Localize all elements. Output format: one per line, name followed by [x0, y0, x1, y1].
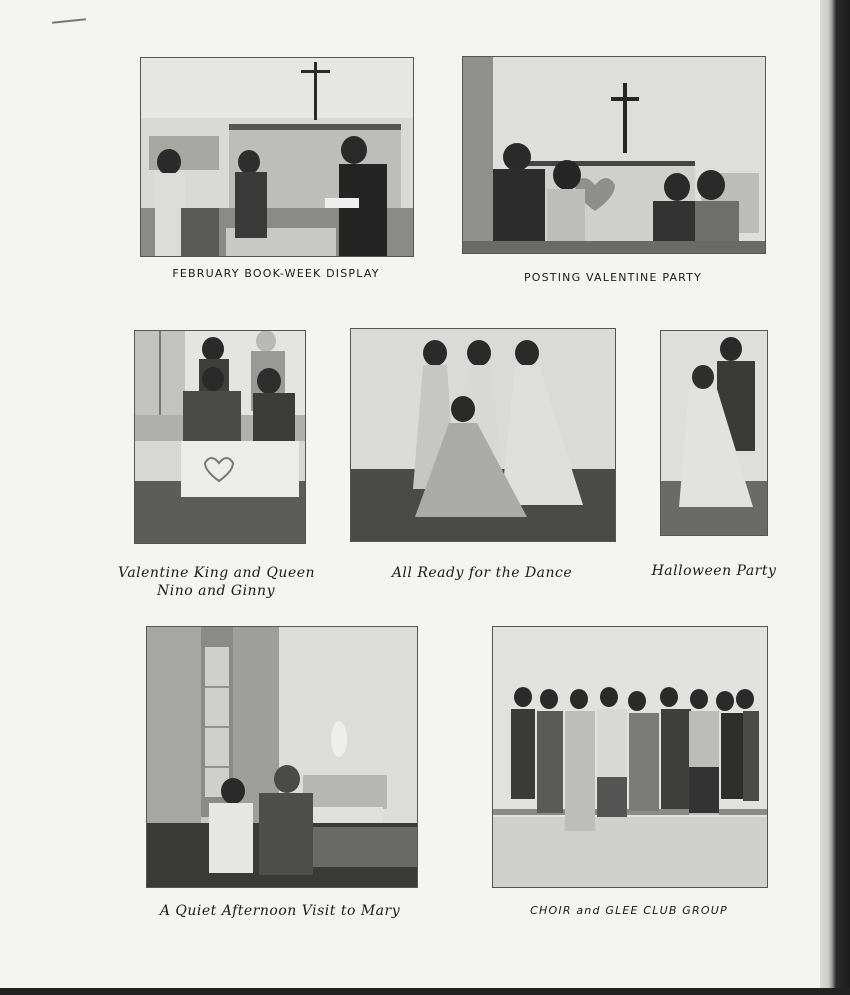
- book-week-caption: FEBRUARY BOOK-WEEK DISPLAY: [172, 267, 380, 280]
- posting-valentine-caption: POSTING VALENTINE PARTY: [523, 271, 703, 284]
- visit-to-mary-caption: A Quiet Afternoon Visit to Mary: [159, 903, 401, 919]
- visit-to-mary-photo: [146, 626, 418, 888]
- caption-line-2: Nino and Ginny: [156, 583, 275, 599]
- book-binding-edge: [820, 0, 850, 995]
- posting-valentine-photo: [462, 56, 766, 254]
- halloween-caption: Halloween Party: [651, 563, 777, 579]
- dance-photo: [350, 328, 616, 542]
- choir-caption: CHOIR and GLEE CLUB GROUP: [530, 904, 728, 917]
- page-bottom-edge: [0, 988, 850, 995]
- halloween-photo: [660, 330, 768, 536]
- book-week-photo: [140, 57, 414, 257]
- pencil-mark: [52, 18, 86, 24]
- caption-line-1: Valentine King and Queen: [118, 565, 316, 581]
- valentine-king-queen-photo: [134, 330, 306, 544]
- choir-photo: [492, 626, 768, 888]
- valentine-king-queen-caption: [118, 564, 314, 600]
- dance-caption: All Ready for the Dance: [391, 565, 573, 581]
